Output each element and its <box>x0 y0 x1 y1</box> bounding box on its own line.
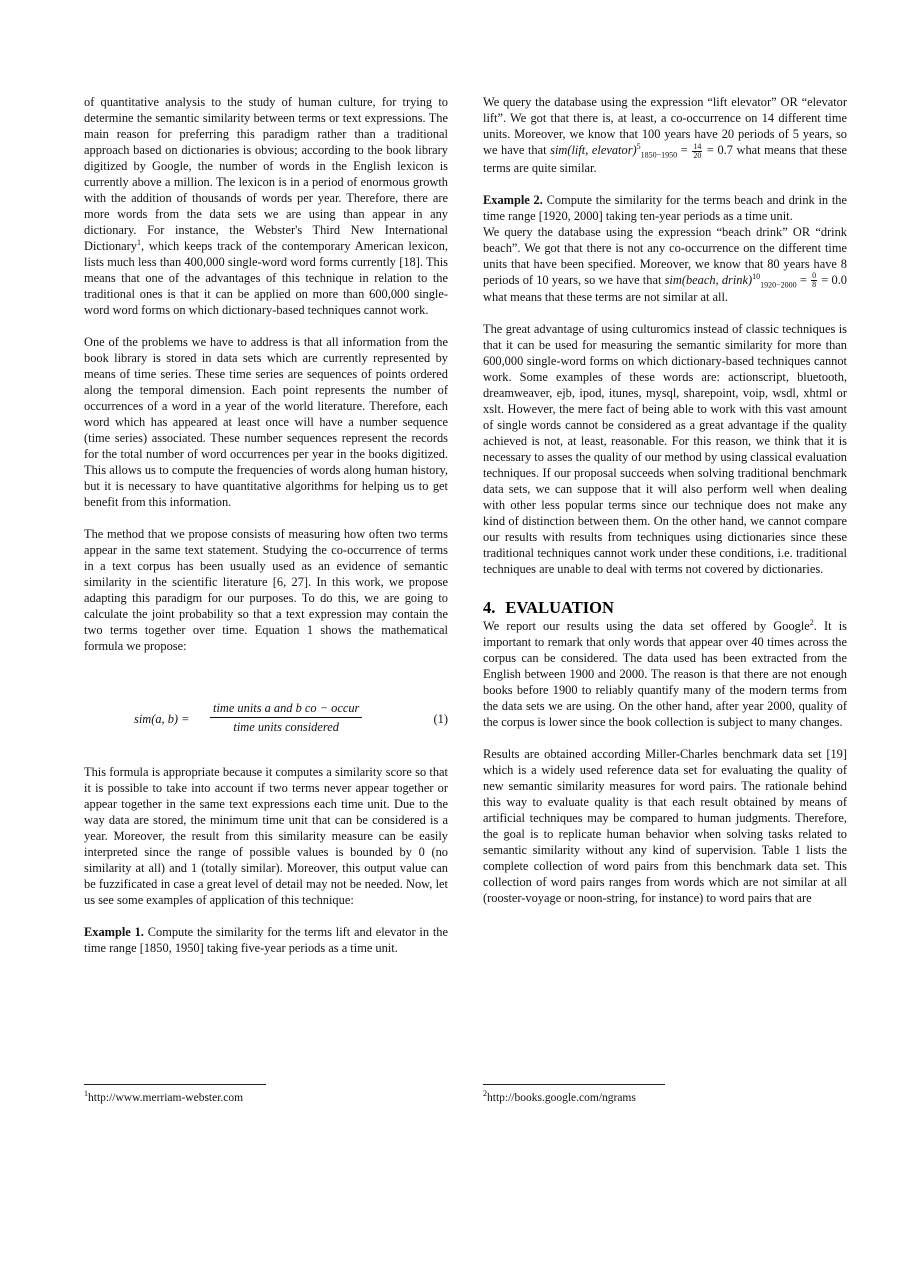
equation-1 <box>84 700 448 738</box>
range-subscript: 1920−2000 <box>760 280 797 290</box>
paragraph-text: We query the database using the expression “beach drink” OR “drink beach”. We got that there is not any co-occurrence on the different time units that have been specified. Moreover, we know that 80 years have 8 periods of 10 years, so we have that <box>483 224 847 287</box>
footnote-1 <box>84 1084 448 1105</box>
paragraph-time-series: One of the problems we have to address is that all information from the book library is stored in data sets which are currently represented by means of time series. These time series are sequences of points ordered along the temporal dimension. Each point represents the number of occurrences of a word in a year of the world literature. Therefore, each word which has appeared at least once will have a number sequence (time series) associated. These number sequences represent the records for the total number of word occurrences per year in the books digitized. This allows us to compute the frequencies of words along human history, but it is necessary to have quantitative algorithms for helping us to get benefit from this information. <box>84 335 448 509</box>
section-title: EVALUATION <box>505 598 614 618</box>
paragraph-culturomics-motivation <box>84 94 448 318</box>
equation-denominator: time units considered <box>233 720 339 734</box>
equals-sign: = <box>677 143 692 157</box>
footnote-mark: 1 <box>137 237 141 247</box>
footnote-2-link[interactable]: http://books.google.com/ngrams <box>487 1092 636 1104</box>
paragraph-formula-explanation: This formula is appropriate because it computes a similarity score so that it is possible to take into account if two terms never appear together or appear together in the same text expressions each time unit. Due to the way data are stored, the minimum time unit that can be considered is a year. Moreover, the result from this similarity measure can be easily interpreted since the range of possible values is bounded by 0 (no similarity at all) and 1 (totally similar). Moreover, this output value can be fuzzificated in case a great level of detail may not be needed. Now, let us see some examples of application of this technique: <box>84 765 448 907</box>
left-column <box>84 94 448 956</box>
paragraph-text: We query the database using the expression “lift elevator” OR “elevator lift”. We got that there is, at least, a co-occurrence on 14 different time units. Moreover, we know that 100 years have 20 periods of 5 years, so we have that <box>483 95 847 157</box>
fraction-numerator: 0 <box>812 271 817 281</box>
right-column <box>483 94 847 906</box>
paragraph-method: The method that we propose consists of measuring how often two terms appear in the same text statement. Studying the co-occurrence of terms in a text corpus has been usually used as an evidence of semantic similarity in the scientific literature [6, 27]. In this work, we propose adapting this paradigm for our purposes. To do this, we are going to calculate the joint probability so that a text expression may contain the two terms together over time. Equation 1 shows the mathematical formula we propose: <box>84 527 448 653</box>
paragraph-text-tail: = 0.0 what means that these terms are not similar at all. <box>483 272 848 305</box>
example-1-text: Compute the similarity for the terms lift and elevator in the time range [1850, 1950] taking five-year periods as a time unit. <box>84 925 448 955</box>
paragraph-example-1-result <box>483 94 847 176</box>
inline-fraction <box>811 272 817 289</box>
example-1 <box>84 924 448 956</box>
footnote-rule <box>84 1084 266 1085</box>
section-heading-evaluation <box>483 599 847 617</box>
equals-sign: = <box>796 272 811 287</box>
similarity-expression: sim(beach, drink) <box>664 272 753 287</box>
equation-fraction <box>210 700 362 735</box>
equation-numerator: time units a and b co − occur <box>210 700 362 718</box>
paragraph-advantage: The great advantage of using culturomics instead of classic techniques is that it can be used for measuring the semantic similarity for more than 600,000 single-word forms on which dictionary-based techniques cannot work. Some examples of these words are: actionscript, bluetooth, dreamweaver, ejb, ipod, itunes, mysql, sharepoint, voip, wsdl, xhtml or xslt. However, the mere fact of being able to work with this vast amount of single words cannot be considered as a great advantage if the quality achieved is not, at least, reasonable. For this reason, we think that it is necessary to asses the quality of our method by using classical evaluation techniques. If our proposal succeeds when solving traditional benchmark data sets, we can suppose that it will also perform well when dealing with other less popular terms since our technique does not make any kind of distinction between them. On the other hand, we cannot compare our results with results from techniques using dictionaries since these traditional techniques cannot work under these conditions, i.e. traditional techniques are unable to deal with terms not covered by dictionaries. <box>483 322 847 577</box>
footnote-1-mark: 1 <box>84 1089 88 1099</box>
footnote-2 <box>483 1084 847 1105</box>
paragraph-benchmark: Results are obtained according Miller-Charles benchmark data set [19] which is a widely used reference data set for evaluating the quality of new semantic similarity measures for word pairs. The rationale behind this way to evaluate quality is that each result obtained by means of artificial techniques may be compared to human judgments. Therefore, the goal is to replicate human behavior when solving tasks related to semantic similarity without any kind of supervision. Table 1 lists the complete collection of word pairs from this benchmark data set. This collection of word pairs ranges from words which are not similar at all (rooster-voyage or noon-string, for instance) to word pairs that are <box>483 747 847 906</box>
footnote-2-mark: 2 <box>483 1089 487 1099</box>
fraction-denominator: 20 <box>693 150 702 160</box>
paragraph-text-tail: . It is important to remark that only words that appear over 40 times across the corpus can be considered. The data used has been extracted from the English between 1900 and 2000. The reason is that there are not enough books before 1900 to reliably quantify many of the modern terms from the data sets we are using. On the other hand, after year 2000, quality of the corpus is lower since the book collection is subject to many changes. <box>483 619 847 730</box>
range-subscript: 1850−1950 <box>640 150 678 160</box>
similarity-expression: sim(lift, elevator) <box>550 143 637 157</box>
equation-number: (1) <box>433 712 448 726</box>
fraction-denominator: 8 <box>812 280 817 290</box>
footnote-mark: 2 <box>809 618 814 628</box>
paragraph-text-tail: = 0.7 what means that these terms are quite similar. <box>483 143 848 175</box>
example-2-label: Example 2. <box>483 192 543 207</box>
paragraph-text-tail: , which keeps track of the contemporary American lexicon, lists much less than 400,000 single-word word forms currently [18]. This means that one of the advantages of this technique in relation to the traditional ones is that it can be applied on more than 600,000 single-word word forms on which dictionary-based techniques cannot work. <box>84 239 448 317</box>
equation-lhs: sim(a, b) = <box>134 712 190 726</box>
paragraph-dataset <box>483 618 847 730</box>
example-2 <box>483 192 847 224</box>
period-superscript: 10 <box>752 271 761 281</box>
example-2-text: Compute the similarity for the terms beach and drink in the time range [1920, 2000] taking ten-year periods as a time unit. <box>483 192 847 223</box>
inline-fraction <box>692 143 702 160</box>
fraction-numerator: 14 <box>693 141 702 151</box>
paragraph-text: We report our results using the data set offered by Google <box>483 619 810 634</box>
section-number: 4. <box>483 598 496 618</box>
paragraph-text: of quantitative analysis to the study of human culture, for trying to determine the semantic similarity between terms or text expressions. The main reason for preferring this paradigm rather than a traditional approach based on dictionaries is obvious; according to the book library digitized by Google, the number of words in the English lexicon is currently above a million. The lexicon is in a period of enormous growth with the addition of thousands of words per year. Therefore, there are more words from the data sets we are using than appear in any dictionary. For instance, the Webster's Third New International Dictionary <box>84 95 448 253</box>
footnote-rule <box>483 1084 665 1085</box>
period-superscript: 5 <box>636 141 641 151</box>
footnote-1-link[interactable]: http://www.merriam-webster.com <box>88 1092 244 1104</box>
example-1-label: Example 1. <box>84 925 144 939</box>
paragraph-example-2-result <box>483 224 847 306</box>
